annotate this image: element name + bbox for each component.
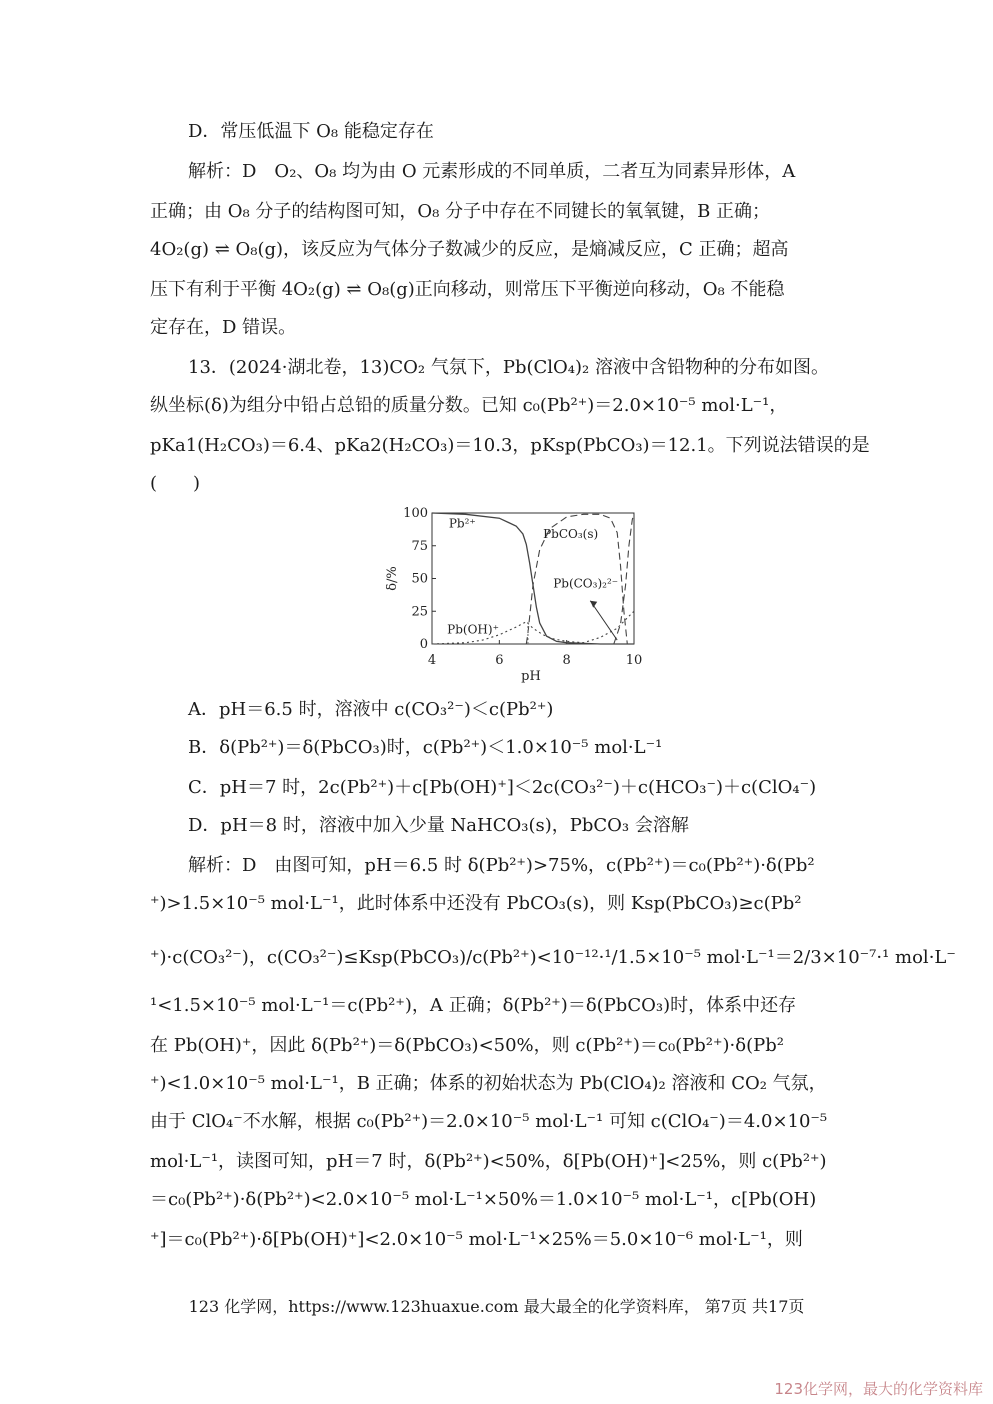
analysis-line: 由于 ClO₄⁻不水解，根据 c₀(Pb²⁺)＝2.0×10⁻⁵ mol·L⁻¹ 可知 c(ClO₄⁻)＝4.0×10⁻⁵: [150, 1111, 828, 1132]
option-b: B．δ(Pb²⁺)＝δ(PbCO₃)时，c(Pb²⁺)＜1.0×10⁻⁵ mol·L⁻¹: [188, 737, 663, 758]
analysis-line: ＝c₀(Pb²⁺)·δ(Pb²⁺)<2.0×10⁻⁵ mol·L⁻¹×50%＝1.0×10⁻⁵ mol·L⁻¹，c[Pb(OH): [150, 1189, 817, 1210]
series-label-pb2: Pb²⁺: [448, 516, 476, 531]
analysis-line: ¹<1.5×10⁻⁵ mol·L⁻¹＝c(Pb²⁺)，A 正确；δ(Pb²⁺)＝δ(PbCO₃)时，体系中还存: [150, 995, 797, 1016]
analysis-line: 压下有利于平衡 4O₂(g) ⇌ O₈(g)正向移动，则常压下平衡逆向移动，O₈ 不能稳: [150, 279, 785, 300]
analysis-line: 定存在，D 错误。: [150, 317, 297, 338]
chart-axes: [385, 506, 642, 684]
y-tick-label: 50: [411, 571, 428, 587]
x-tick-label: 10: [625, 653, 643, 668]
analysis-line: ⁺)<1.0×10⁻⁵ mol·L⁻¹，B 正确；体系的初始状态为 Pb(ClO₄)₂ 溶液和 CO₂ 气氛，: [150, 1073, 827, 1094]
y-tick-label: 75: [411, 538, 428, 554]
option-a: A．pH＝6.5 时，溶液中 c(CO₃²⁻)＜c(Pb²⁺): [188, 699, 554, 720]
series-label-pboh: Pb(OH)⁺: [447, 622, 499, 637]
question-13-text: 纵坐标(δ)为组分中铅占总铅的质量分数。已知 c₀(Pb²⁺)＝2.0×10⁻⁵ mol·L⁻¹，: [150, 395, 788, 416]
answer-bracket: ( ): [150, 473, 201, 494]
analysis-line: 正确；由 O₈ 分子的结构图可知，O₈ 分子中存在不同键长的氧氧键，B 正确；: [150, 201, 771, 222]
chart-labels-layer: [447, 516, 618, 640]
x-axis-label: pH: [521, 669, 541, 684]
analysis-line: ⁺)>1.5×10⁻⁵ mol·L⁻¹，此时体系中还没有 PbCO₃(s)，则 Ksp(PbCO₃)≥c(Pb²: [150, 893, 802, 914]
question-13-title: 13．(2024·湖北卷，13)CO₂ 气氛下，Pb(ClO₄)₂ 溶液中含铅物种的分布如图。: [188, 357, 829, 378]
analysis-line: 解析：D 由图可知，pH＝6.5 时 δ(Pb²⁺)>75%，c(Pb²⁺)＝c₀(Pb²⁺)·δ(Pb²: [188, 855, 815, 876]
series-label-pbco3: PbCO₃(s): [543, 526, 599, 541]
analysis-line: ⁺]＝c₀(Pb²⁺)·δ[Pb(OH)⁺]<2.0×10⁻⁵ mol·L⁻¹×25%＝5.0×10⁻⁶ mol·L⁻¹，则: [150, 1229, 803, 1250]
option-d: D．pH＝8 时，溶液中加入少量 NaHCO₃(s)，PbCO₃ 会溶解: [188, 815, 689, 836]
annotation-arrow-line: [590, 601, 617, 640]
series-label-pbco3_2: Pb(CO₃)₂²⁻: [553, 576, 619, 591]
y-axis-label: δ/%: [385, 566, 400, 591]
x-tick-label: 4: [427, 653, 437, 668]
x-tick-label: 8: [562, 653, 571, 668]
option-c: C．pH＝7 时，2c(Pb²⁺)＋c[Pb(OH)⁺]＜2c(CO₃²⁻)＋c(HCO₃⁻)＋c(ClO₄⁻): [188, 777, 817, 798]
watermark-text: 123化学网，最大的化学资料库: [774, 1380, 983, 1398]
y-tick-label: 25: [411, 604, 428, 620]
analysis-line: ⁺)·c(CO₃²⁻)，c(CO₃²⁻)≤Ksp(PbCO₃)/c(Pb²⁺)<10⁻¹²·¹/1.5×10⁻⁵ mol·L⁻¹＝2/3×10⁻⁷·¹ mol·L⁻: [150, 947, 956, 968]
option-d-prev: D．常压低温下 O₈ 能稳定存在: [188, 121, 434, 142]
annotation-arrow-head: [590, 601, 597, 608]
y-tick-label: 0: [419, 637, 428, 652]
analysis-line: 在 Pb(OH)⁺，因此 δ(Pb²⁺)＝δ(PbCO₃)<50%，则 c(Pb²⁺)＝c₀(Pb²⁺)·δ(Pb²: [150, 1035, 784, 1056]
analysis-line: mol·L⁻¹，读图可知，pH＝7 时，δ(Pb²⁺)<50%，δ[Pb(OH)⁺]<25%，则 c(Pb²⁺): [150, 1151, 827, 1172]
distribution-chart: [380, 500, 680, 685]
y-tick-label: 100: [403, 506, 428, 521]
question-13-text: pKa1(H₂CO₃)＝6.4、pKa2(H₂CO₃)＝10.3，pKsp(PbCO₃)＝12.1。下列说法错误的是: [150, 435, 870, 456]
page-footer: 123 化学网，https://www.123huaxue.com 最大最全的化学资料库， 第7页 共17页: [188, 1297, 805, 1316]
x-tick-label: 6: [495, 653, 504, 668]
analysis-line: 解析：D O₂、O₈ 均为由 O 元素形成的不同单质，二者互为同素异形体，A: [188, 161, 796, 182]
analysis-line: 4O₂(g) ⇌ O₈(g)，该反应为气体分子数减少的反应，是熵减反应，C 正确；超高: [150, 239, 789, 260]
